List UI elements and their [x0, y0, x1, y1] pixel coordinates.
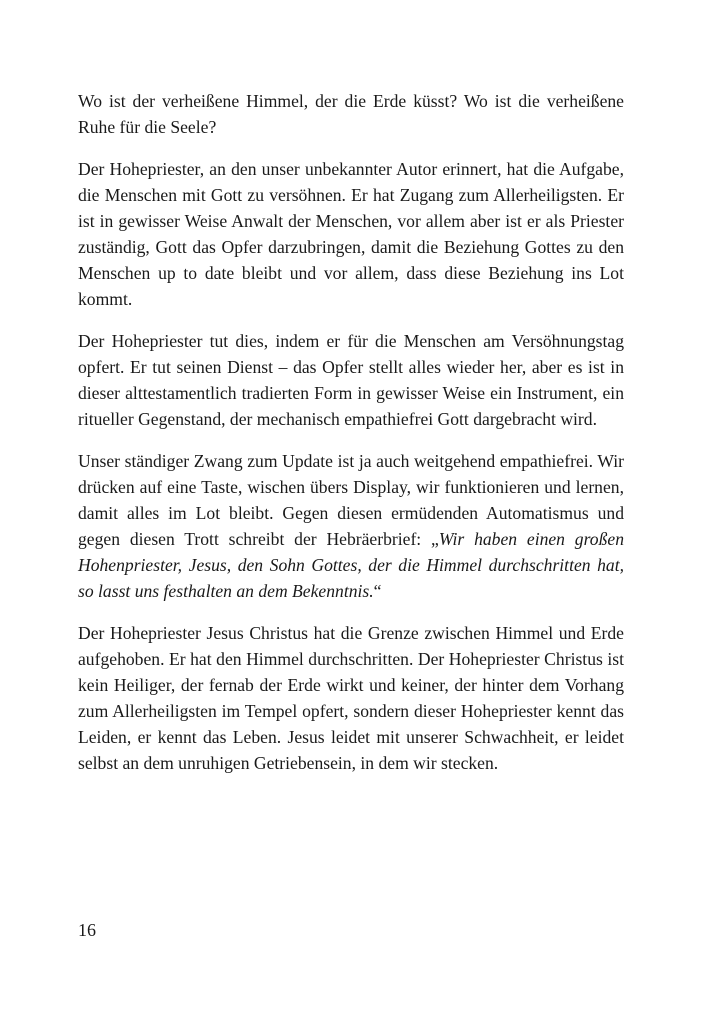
paragraph-3: Der Hohepriester tut dies, indem er für die Menschen am Versöhnungstag opfert. Er tut seinen Dienst – das Opfer stellt alles wieder her, aber es ist in dieser alttestamentlich tradierten Form in gewisser Weise ein Instrument, ein ritueller Gegenstand, der mechanisch empathiefrei Gott dargebracht wird.	[78, 331, 624, 429]
bible-quote: Wir haben einen großen Hohenpriester, Jesus, den Sohn Gottes, der die Himmel durchschritten hat, so lasst uns festhalten an dem Bekenntnis.	[78, 529, 624, 601]
paragraph-2: Der Hohepriester, an den unser unbekannter Autor erinnert, hat die Aufgabe, die Menschen mit Gott zu versöhnen. Er hat Zugang zum Allerheiligsten. Er ist in gewisser Weise Anwalt der Menschen, vor allem aber ist er als Priester zuständig, Gott das Opfer darzubringen, damit die Beziehung Gottes zu den Menschen up to date bleibt und vor allem, dass diese Beziehung ins Lot kommt.	[78, 159, 624, 309]
paragraph-4-text: Unser ständiger Zwang zum Update ist ja auch weitgehend empathiefrei. Wir drücken auf eine Taste, wischen übers Display, wir funktionieren und lernen, damit alles im Lot bleibt. Gegen diesen ermüdenden Automatismus und gegen diesen Trott schreibt der Hebräerbrief: „	[78, 451, 624, 549]
paragraph-4	[78, 448, 624, 604]
body-text	[78, 88, 624, 792]
page-number: 16	[78, 920, 96, 940]
paragraph-5: Der Hohepriester Jesus Christus hat die Grenze zwischen Himmel und Erde aufgehoben. Er hat den Himmel durchschritten. Der Hohepriester Christus ist kein Heiliger, der fernab der Erde wirkt und keiner, der hinter dem Vorhang zum Allerheiligsten im Tempel opfert, sondern dieser Hohepriester kennt das Leiden, er kennt das Leben. Jesus leidet mit unserer Schwachheit, er leidet selbst an dem unruhigen Getriebensein, in dem wir stecken.	[78, 623, 624, 773]
paragraph-1: Wo ist der verheißene Himmel, der die Erde küsst? Wo ist die verheißene Ruhe für die Seele?	[78, 91, 624, 137]
quote-close-mark: “	[373, 581, 382, 601]
